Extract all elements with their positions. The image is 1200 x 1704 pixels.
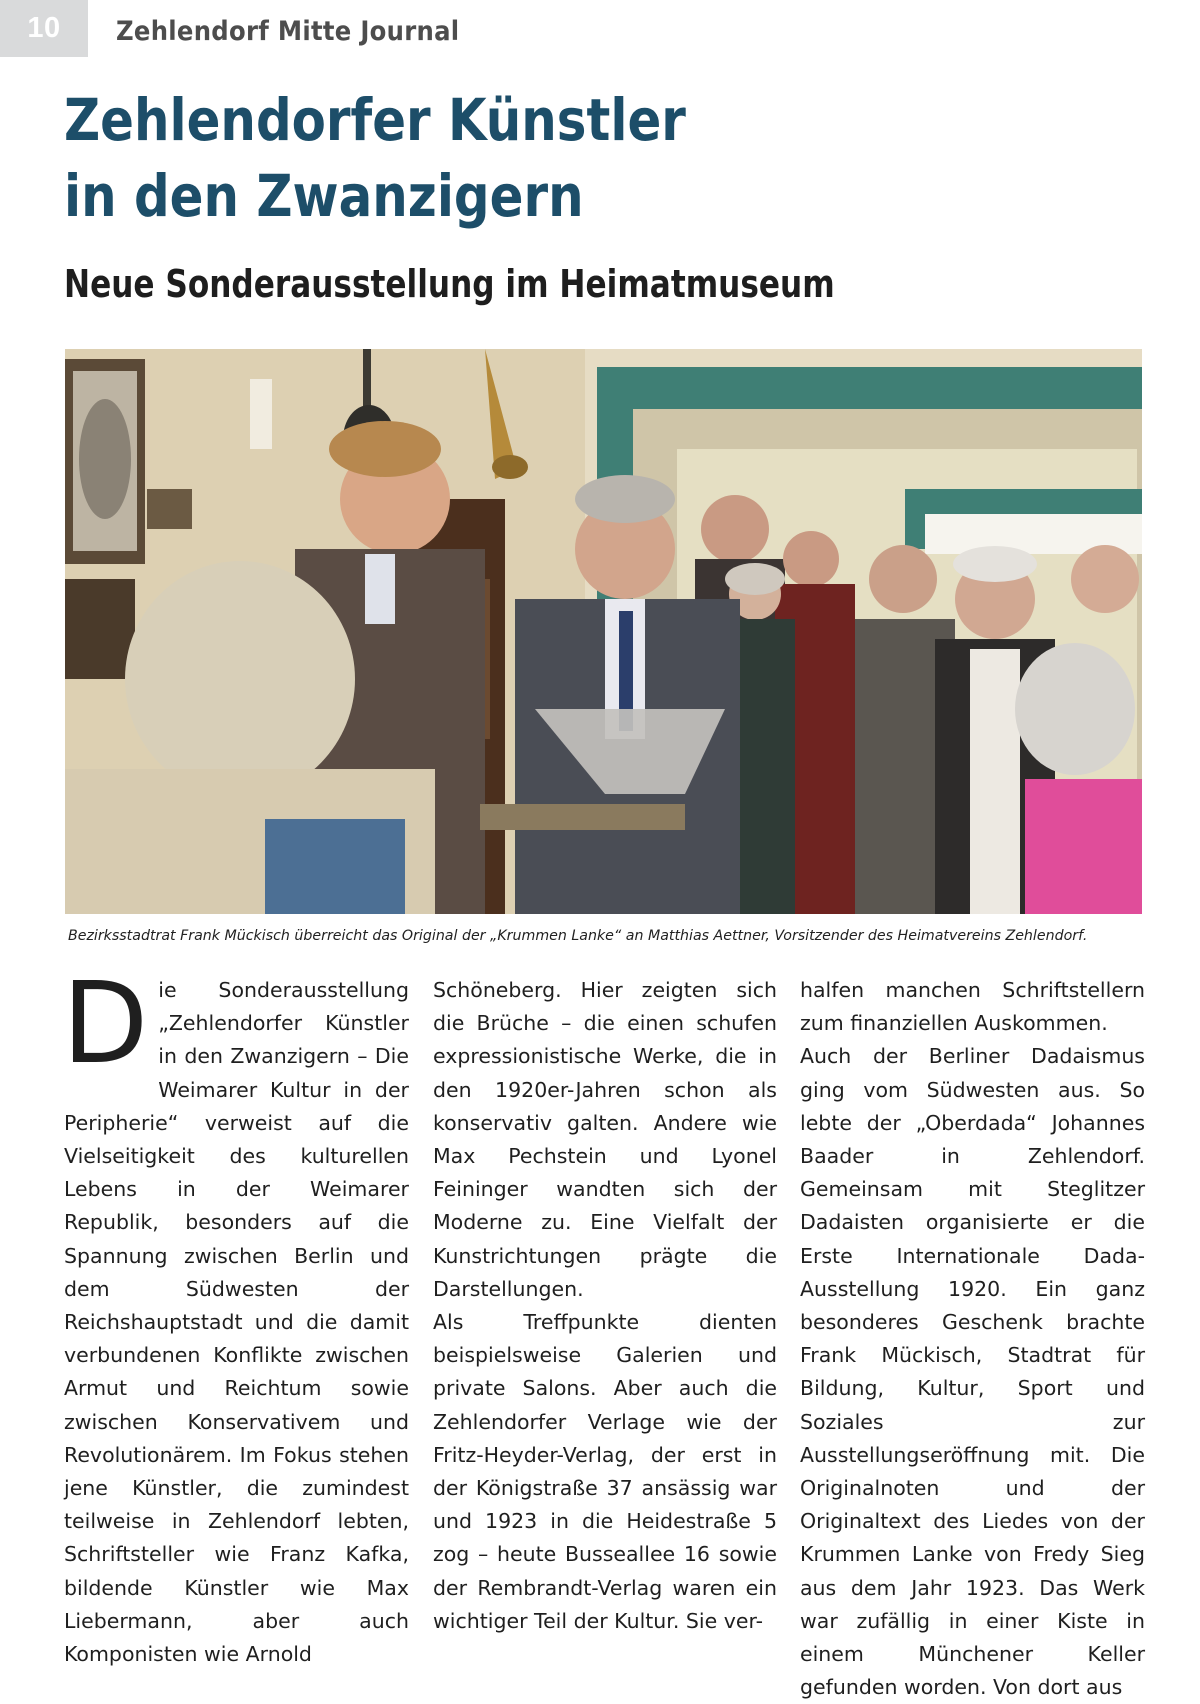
article-subtitle: Neue Sonderausstellung im Heimatmuseum	[64, 262, 835, 306]
journal-name: Zehlendorf Mitte Journal	[116, 16, 460, 47]
photo-illustration	[65, 349, 1142, 914]
title-line-2: in den Zwanzigern	[64, 162, 584, 230]
column-2-paragraph-1: Schöneberg. Hier zeigten sich die Brüche – die einen schufen expressionistische Werke, die in den 1920er-Jahren schon als konservativ galten. Andere wie Max Pechstein und Lyonel Feininger wandten sich der Moderne zu. Eine Vielfalt der Kunstrichtungen prägte die Darstellungen.	[433, 978, 777, 1301]
column-2-paragraph-2: Als Treffpunkte dienten beispielsweise Galerien und private Salons. Aber auch die Zehlendorfer Verlage wie der Fritz-Heyder-Verlag, der erst in der Königstraße 37 ansässig war und 1923 in die Heidestraße 5 zog – heute Busseallee 16 sowie der Rembrandt-Verlag waren ein wichtiger Teil der Kultur. Sie ver-	[433, 1310, 777, 1633]
column-3-paragraph-1: halfen manchen Schriftstellern zum finanziellen Auskommen.	[800, 978, 1145, 1036]
page-number: 10	[0, 0, 88, 57]
article-column-3	[800, 974, 1145, 1704]
article-column-2	[433, 974, 777, 1638]
article-photo	[65, 349, 1142, 914]
article-column-1	[62, 959, 409, 1671]
article-title	[64, 82, 686, 234]
drop-cap: D	[62, 959, 149, 1089]
column-3-paragraph-2: Auch der Berliner Dadaismus ging vom Südwesten aus. So lebte der „Oberdada“ Johannes Baader in Zehlendorf. Gemeinsam mit Steglitzer Dadaisten organisierte er die Erste Internationale Dada-Ausstellung 1920. Ein ganz besonderes Geschenk brachte Frank Mückisch, Stadtrat für Bildung, Kultur, Sport und Soziales zur Ausstellungseröffnung mit. Die Originalnoten und der Originaltext des Liedes von der Krummen Lanke von Fredy Sieg aus dem Jahr 1923. Das Werk war zufällig in einer Kiste in einem Münchener Keller gefunden worden. Von dort aus	[800, 1044, 1145, 1700]
column-1-text: ie Sonderausstellung „Zehlendorfer Künstler in den Zwanzigern – Die Weimarer Kultur in der Peripherie“ verweist auf die Vielseitigkeit des kulturellen Lebens in der Weimarer Republik, besonders auf die Spannung zwischen Berlin und dem Südwesten der Reichshauptstadt und die damit verbundenen Konflikte zwischen Armut und Reichtum sowie zwischen Konservativem und Revolutionärem. Im Fokus stehen jene Künstler, die zumindest teilweise in Zehlendorf lebten, Schriftsteller wie Franz Kafka, bildende Künstler wie Max Liebermann, aber auch Komponisten wie Arnold	[64, 978, 409, 1667]
title-line-1: Zehlendorfer Künstler	[64, 86, 686, 154]
photo-caption: Bezirksstadtrat Frank Mückisch überreicht das Original der „Krummen Lanke“ an Matthias Aettner, Vorsitzender des Heimatvereins Zehlendorf.	[68, 928, 1088, 944]
